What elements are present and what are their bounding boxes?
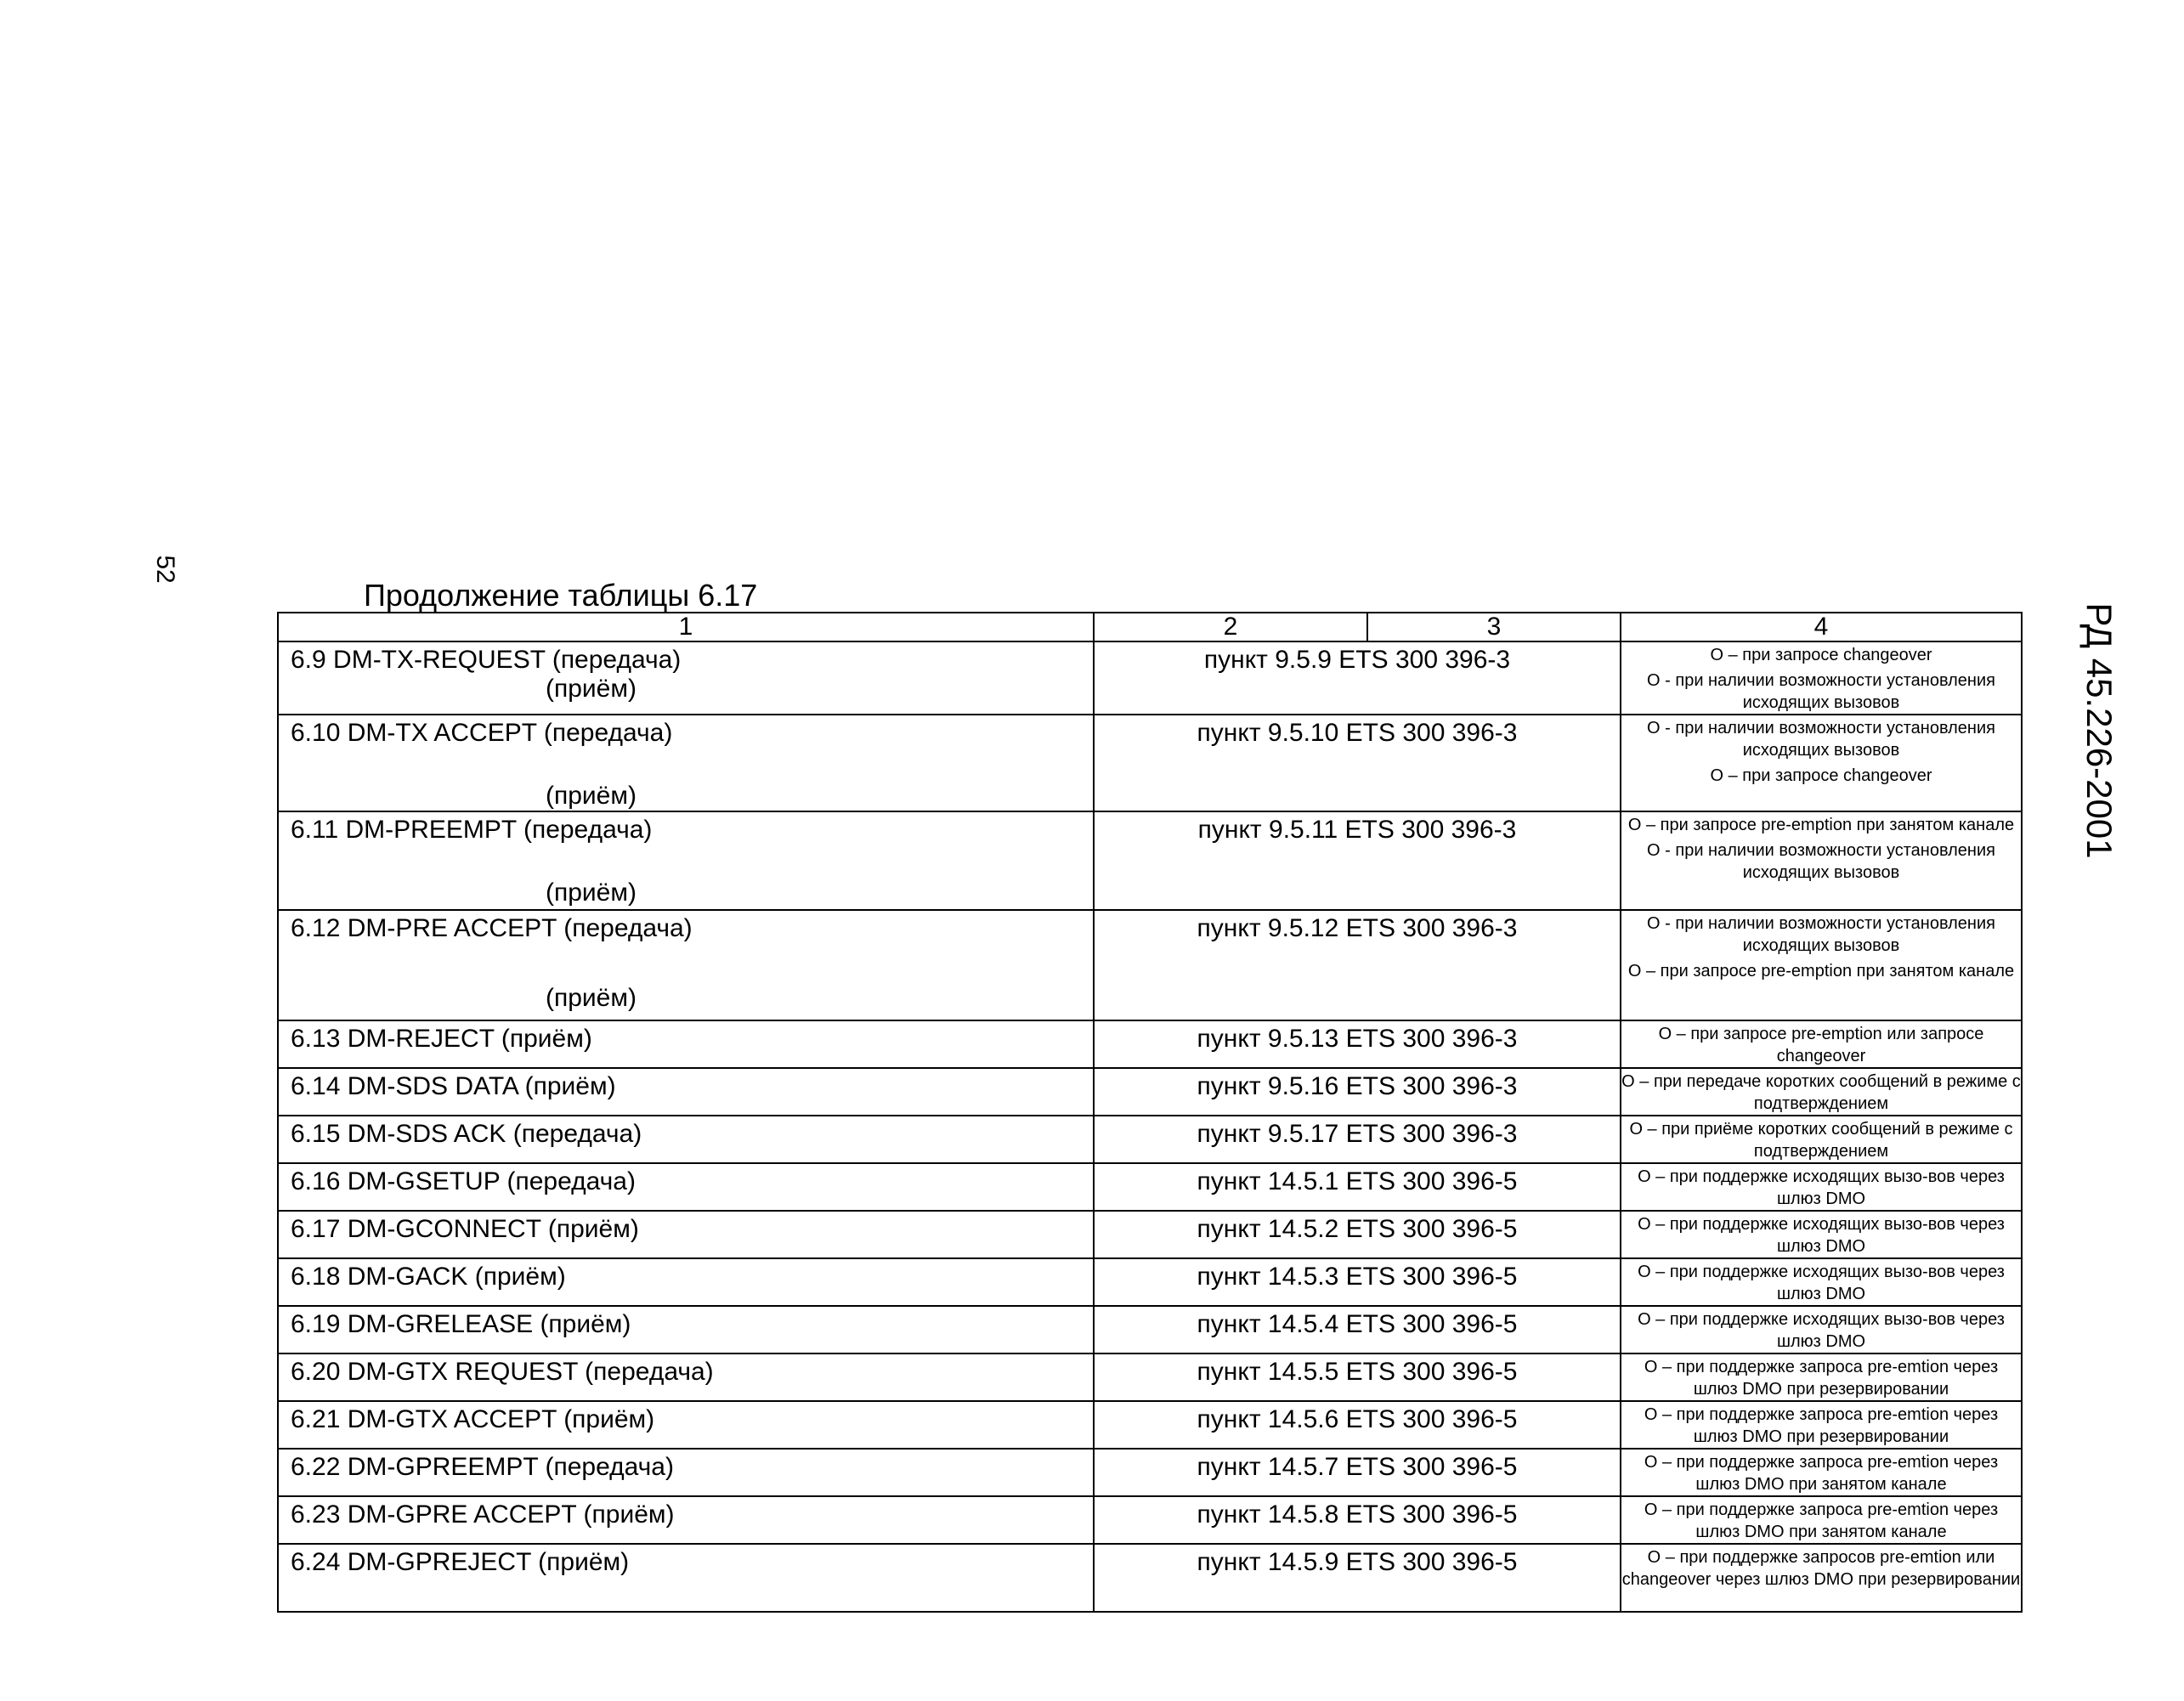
row-name-cell [278, 811, 1094, 910]
row-notes-cell [1621, 1258, 2022, 1306]
row-ref-cell [1094, 1306, 1621, 1353]
row-ref-cell [1094, 715, 1621, 811]
row-ref-cell [1094, 1449, 1621, 1496]
row-notes-cell [1621, 1544, 2022, 1612]
row-name: 6.20 DM-GTX REQUEST (передача) [291, 1358, 714, 1386]
row-name: 6.9 DM-TX-REQUEST (передача) [291, 646, 682, 674]
table-row [278, 811, 2022, 910]
row-sub: (приём) [546, 782, 637, 810]
row-name-cell [278, 1306, 1094, 1353]
table-row [278, 1068, 2022, 1116]
table-row [278, 1116, 2022, 1163]
row-name: 6.12 DM-PRE ACCEPT (передача) [291, 914, 693, 942]
spec-table [277, 612, 2023, 1613]
row-ref-cell [1094, 910, 1621, 1020]
row-name-cell [278, 715, 1094, 811]
row-ref: пункт 14.5.8 ETS 300 396-5 [1197, 1500, 1518, 1529]
row-note: О – при запросе pre-emption или запросе changeover [1658, 1025, 1984, 1065]
row-notes-cell [1621, 910, 2022, 1020]
row-ref: пункт 14.5.9 ETS 300 396-5 [1197, 1548, 1518, 1576]
row-name: 6.18 DM-GACK (приём) [291, 1263, 566, 1291]
table-row [278, 1258, 2022, 1306]
row-name: 6.16 DM-GSETUP (передача) [291, 1167, 636, 1195]
table-row [278, 1020, 2022, 1068]
row-ref: пункт 9.5.13 ETS 300 396-3 [1197, 1025, 1518, 1053]
row-note: О – при приёме коротких сообщений в режиме с подтверждением [1629, 1120, 2013, 1161]
row-ref: пункт 14.5.6 ETS 300 396-5 [1197, 1405, 1518, 1433]
row-name-cell [278, 1449, 1094, 1496]
row-name-cell [278, 1353, 1094, 1401]
row-name: 6.11 DM-PREEMPT (передача) [291, 816, 653, 844]
row-name: 6.13 DM-REJECT (приём) [291, 1025, 592, 1053]
row-name: 6.22 DM-GPREEMPT (передача) [291, 1453, 674, 1481]
row-note: О – при поддержке исходящих вызо-вов через шлюз DMO [1638, 1215, 2005, 1256]
row-note: О – при поддержке запроса pre-emtion через шлюз DMO при резервировании [1644, 1405, 1999, 1446]
table-row [278, 641, 2022, 715]
row-ref-cell [1094, 1211, 1621, 1258]
row-name: 6.10 DM-TX ACCEPT (передача) [291, 719, 673, 747]
table-row [278, 1496, 2022, 1544]
row-ref: пункт 14.5.1 ETS 300 396-5 [1197, 1167, 1518, 1195]
row-name: 6.17 DM-GCONNECT (приём) [291, 1215, 639, 1243]
row-name: 6.19 DM-GRELEASE (приём) [291, 1310, 631, 1338]
row-note: О – при поддержке исходящих вызо-вов через шлюз DMO [1638, 1167, 2005, 1208]
row-notes-cell [1621, 1116, 2022, 1163]
row-note: О – при поддержке запросов pre-emtion или changeover через шлюз DMO при резервировании [1621, 1548, 2021, 1589]
row-ref-cell [1094, 1401, 1621, 1449]
row-notes-cell [1621, 1353, 2022, 1401]
row-name-cell [278, 1116, 1094, 1163]
row-notes-cell [1621, 1306, 2022, 1353]
row-ref-cell [1094, 1496, 1621, 1544]
row-note: О - при наличии возможности установления исходящих вызовов [1647, 719, 1995, 760]
row-ref: пункт 9.5.16 ETS 300 396-3 [1197, 1072, 1518, 1100]
row-notes-cell [1621, 1211, 2022, 1258]
table-row [278, 1401, 2022, 1449]
row-note: О - при наличии возможности установления исходящих вызовов [1647, 841, 1995, 882]
row-name-cell [278, 1068, 1094, 1116]
document-code: РД 45.226-2001 [2079, 602, 2119, 859]
header-col-4: 4 [1621, 613, 2022, 641]
row-name: 6.15 DM-SDS ACK (передача) [291, 1120, 642, 1148]
row-ref-cell [1094, 1116, 1621, 1163]
row-name-cell [278, 1163, 1094, 1211]
row-name: 6.24 DM-GPREJECT (приём) [291, 1548, 630, 1576]
row-notes-cell [1621, 811, 2022, 910]
row-ref: пункт 14.5.5 ETS 300 396-5 [1197, 1358, 1518, 1386]
header-col-2: 2 [1223, 613, 1238, 641]
row-name: 6.23 DM-GPRE ACCEPT (приём) [291, 1500, 675, 1529]
row-note: О – при запросе changeover [1710, 646, 1932, 664]
row-name-cell [278, 1544, 1094, 1612]
row-note: О - при наличии возможности установления исходящих вызовов [1647, 914, 1995, 955]
row-ref: пункт 14.5.3 ETS 300 396-5 [1197, 1263, 1518, 1291]
row-ref: пункт 9.5.10 ETS 300 396-3 [1197, 719, 1518, 747]
row-name: 6.21 DM-GTX ACCEPT (приём) [291, 1405, 655, 1433]
row-ref-cell [1094, 1258, 1621, 1306]
row-ref: пункт 9.5.17 ETS 300 396-3 [1197, 1120, 1518, 1148]
row-name-cell [278, 1211, 1094, 1258]
page-number: 52 [151, 555, 179, 584]
row-note: О - при наличии возможности установления исходящих вызовов [1647, 671, 1995, 712]
row-ref: пункт 14.5.7 ETS 300 396-5 [1197, 1453, 1518, 1481]
row-sub: (приём) [546, 984, 637, 1012]
table-row [278, 1449, 2022, 1496]
row-name-cell [278, 1401, 1094, 1449]
row-notes-cell [1621, 1401, 2022, 1449]
table-row [278, 1163, 2022, 1211]
row-ref: пункт 9.5.9 ETS 300 396-3 [1203, 646, 1511, 674]
table-header-row [278, 613, 2022, 641]
row-ref: пункт 9.5.11 ETS 300 396-3 [1197, 816, 1517, 844]
row-sub: (приём) [546, 879, 637, 907]
table-caption: Продолжение таблицы 6.17 [364, 578, 758, 613]
row-name-cell [278, 910, 1094, 1020]
row-ref-cell [1094, 811, 1621, 910]
row-ref-cell [1094, 1163, 1621, 1211]
table-row [278, 1211, 2022, 1258]
row-note: О – при запросе changeover [1710, 766, 1932, 785]
row-ref-cell [1094, 1068, 1621, 1116]
row-notes-cell [1621, 715, 2022, 811]
row-notes-cell [1621, 641, 2022, 715]
row-notes-cell [1621, 1068, 2022, 1116]
row-note: О – при поддержке запроса pre-emtion через шлюз DMO при занятом канале [1644, 1453, 1999, 1494]
row-note: О – при поддержке исходящих вызо-вов через шлюз DMO [1638, 1263, 2005, 1303]
row-note: О – при запросе pre-emption при занятом канале [1627, 816, 2015, 834]
row-notes-cell [1621, 1020, 2022, 1068]
table-row [278, 1306, 2022, 1353]
header-col-2-3 [1094, 613, 1621, 641]
header-col-3: 3 [1486, 613, 1502, 641]
table-row [278, 910, 2022, 1020]
row-name-cell [278, 1020, 1094, 1068]
row-sub: (приём) [546, 675, 637, 703]
row-notes-cell [1621, 1496, 2022, 1544]
row-name-cell [278, 1258, 1094, 1306]
row-note: О – при передаче коротких сообщений в режиме с подтверждением [1621, 1072, 2021, 1113]
row-ref: пункт 14.5.4 ETS 300 396-5 [1197, 1310, 1518, 1338]
row-notes-cell [1621, 1449, 2022, 1496]
table-row [278, 1353, 2022, 1401]
row-ref-cell [1094, 1020, 1621, 1068]
row-ref-cell [1094, 1544, 1621, 1612]
header-col-1: 1 [278, 613, 1094, 641]
table-row [278, 715, 2022, 811]
row-notes-cell [1621, 1163, 2022, 1211]
row-name-cell [278, 1496, 1094, 1544]
row-name-cell [278, 641, 1094, 715]
row-name: 6.14 DM-SDS DATA (приём) [291, 1072, 616, 1100]
row-ref: пункт 9.5.12 ETS 300 396-3 [1197, 914, 1518, 942]
row-ref: пункт 14.5.2 ETS 300 396-5 [1197, 1215, 1518, 1243]
row-note: О – при поддержке запроса pre-emtion через шлюз DMO при занятом канале [1644, 1500, 1999, 1541]
row-note: О – при поддержке запроса pre-emtion через шлюз DMO при резервировании [1644, 1358, 1999, 1399]
row-note: О – при поддержке исходящих вызо-вов через шлюз DMO [1638, 1310, 2005, 1351]
row-ref-cell [1094, 641, 1621, 715]
table-row [278, 1544, 2022, 1612]
row-ref-cell [1094, 1353, 1621, 1401]
row-note: О – при запросе pre-emption при занятом канале [1627, 962, 2015, 980]
